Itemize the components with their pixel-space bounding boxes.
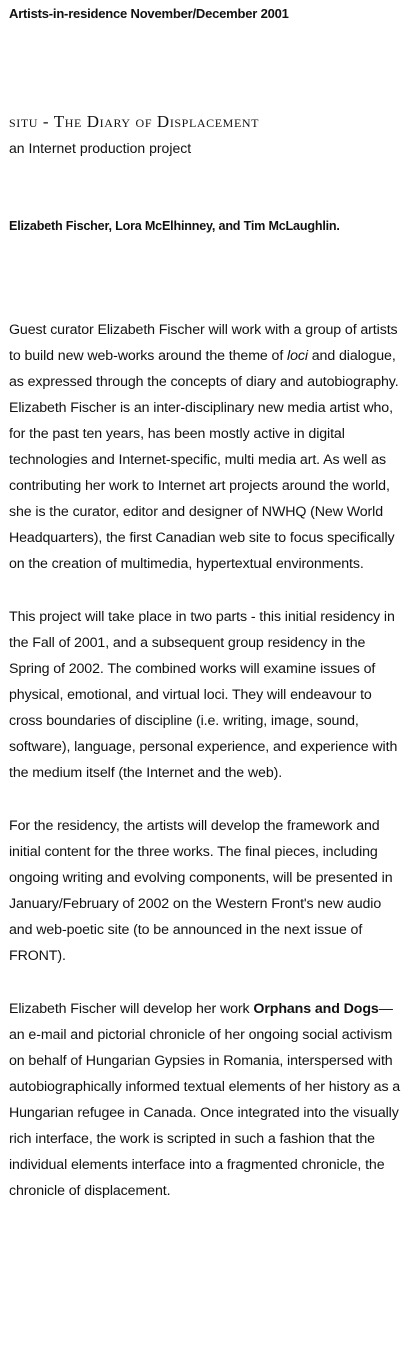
paragraph-4 — [9, 996, 401, 1204]
paragraph-4-work-title: Orphans and Dogs — [253, 1001, 379, 1017]
document-title: situ - The Diary of Displacement — [9, 112, 260, 131]
paragraph-4-text-after: —an e-mail and pictorial chronicle of her ongoing social activism on behalf of Hungarian Gypsies in Romania, interspersed with autobiographically informed textual elements of her history as a Hungarian refugee in Canada. Once integrated into the visually rich interface, the work is scripted in such a fashion that the individual elements interface into a fragmented chronicle, the chronicle of displacement. — [9, 1001, 401, 1199]
page-header: Artists-in-residence November/December 2001 — [9, 6, 289, 21]
paragraph-1-italic-term: loci — [287, 348, 308, 364]
paragraph-1-text-after: and dialogue, as expressed through the concepts of diary and autobiography. Elizabeth Fischer is an inter-disciplinary new media artist who, for the past ten years, has been mostly active in digital technologies and Internet-specific, multi media art. As well as contributing her work to Internet art projects around the world, she is the curator, editor and designer of NWHQ (New World Headquarters), the first Canadian web site to focus specifically on the creation of multimedia, hypertextual environments. — [9, 348, 399, 572]
paragraph-3: For the residency, the artists will develop the framework and initial content for the three works. The final pieces, including ongoing writing and evolving components, will be presented in January/February of 2002 on the Western Front's new audio and web-poetic site (to be announced in the next issue of FRONT). — [9, 818, 393, 964]
body-text — [9, 317, 401, 1231]
author-list: Elizabeth Fischer, Lora McElhinney, and Tim McLaughlin. — [9, 219, 340, 233]
paragraph-1 — [9, 317, 401, 577]
paragraph-1-text-before: Guest curator Elizabeth Fischer will work with a group of artists to build new web-works around the theme of — [9, 322, 398, 364]
paragraph-4-text-before: Elizabeth Fischer will develop her work — [9, 1001, 254, 1017]
document-subtitle: an Internet production project — [9, 140, 192, 156]
paragraph-2: This project will take place in two parts - this initial residency in the Fall of 2001, and a subsequent group residency in the Spring of 2002. The combined works will examine issues of physical, emotional, and virtual loci. They will endeavour to cross boundaries of discipline (i.e. writing, image, sound, software), language, personal experience, and experience with the medium itself (the Internet and the web). — [9, 609, 398, 781]
